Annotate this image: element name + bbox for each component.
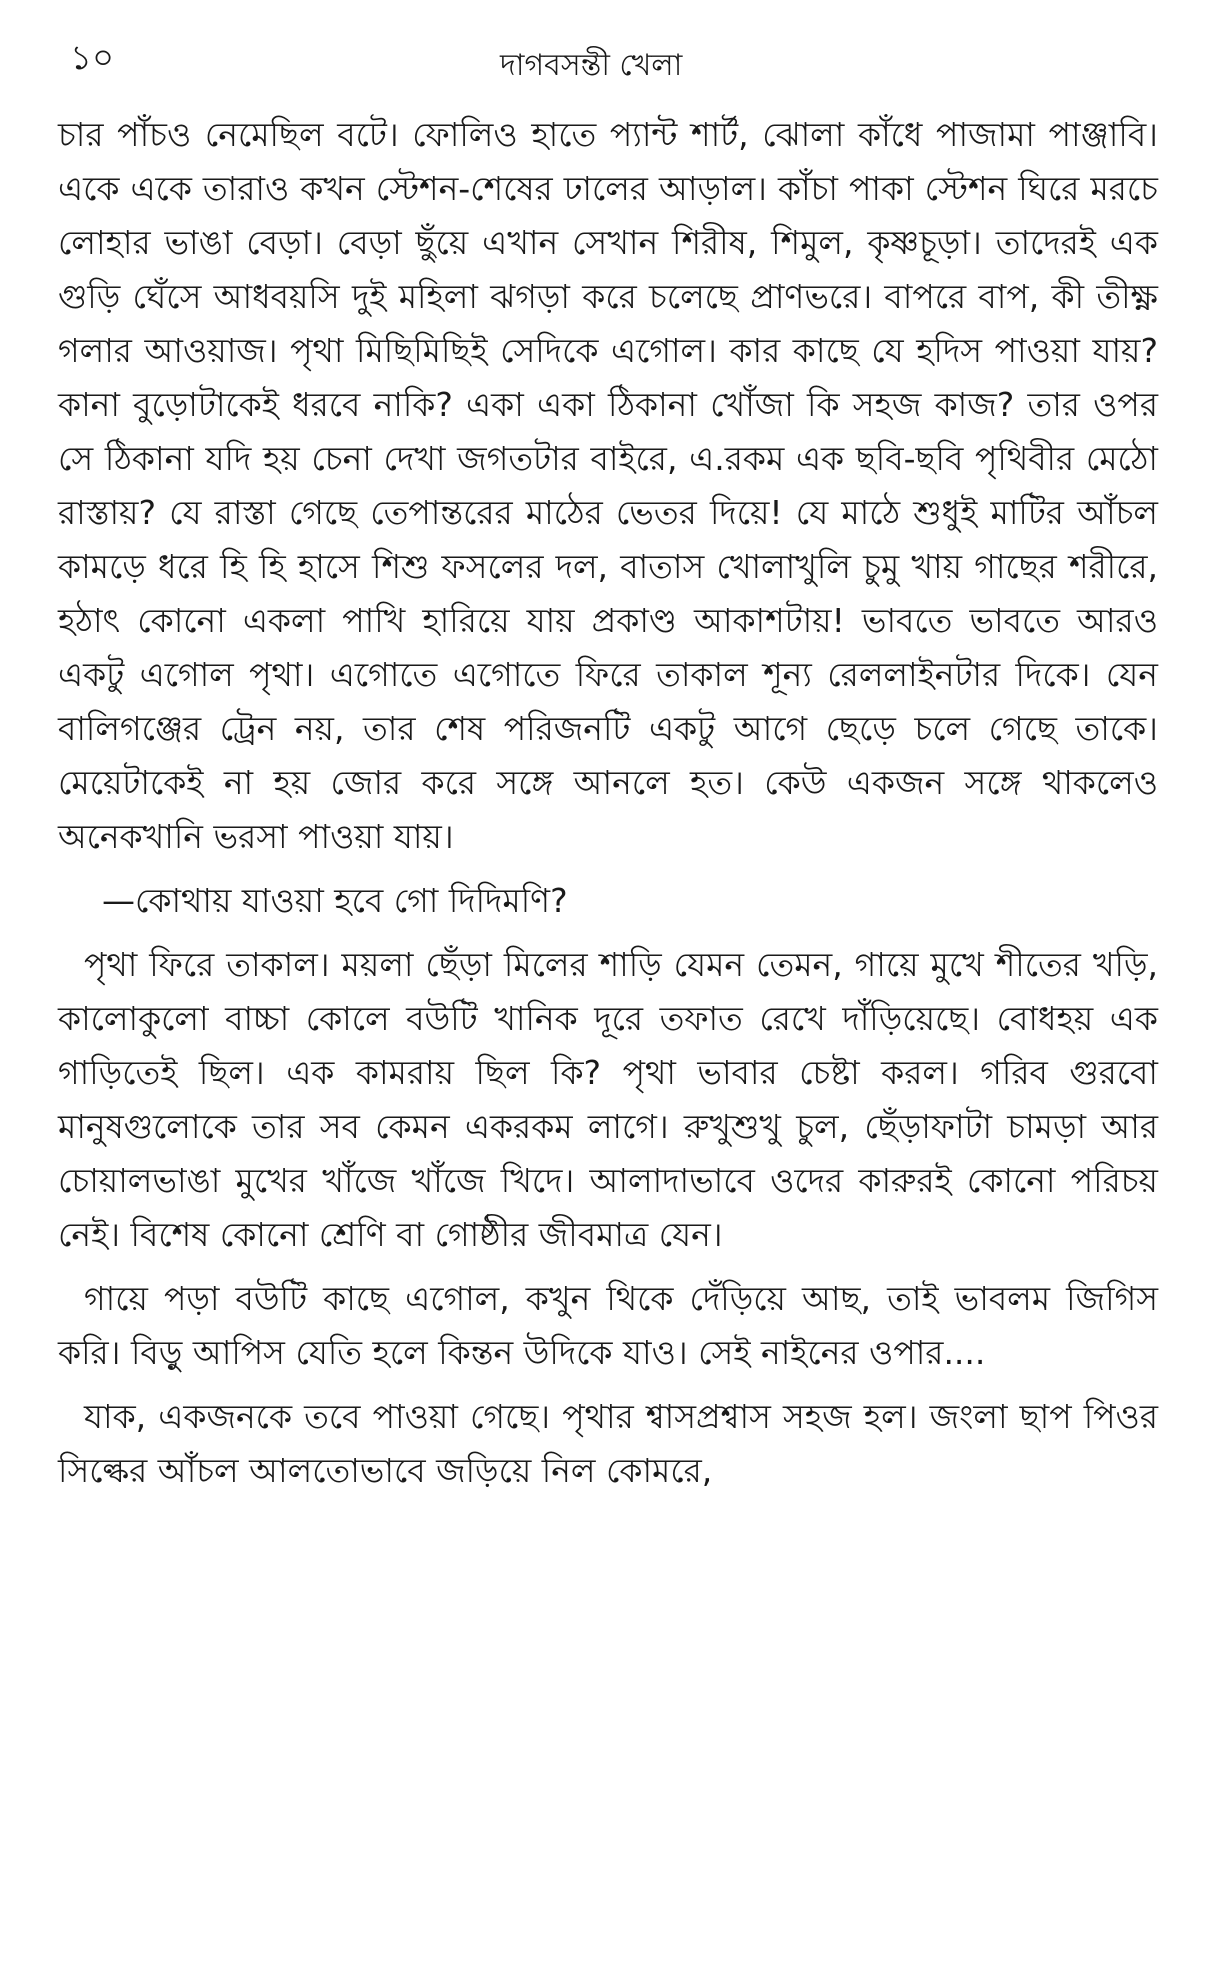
dialogue-paragraph: —কোথায় যাওয়া হবে গো দিদিমণি?: [102, 881, 568, 920]
page-header: [70, 38, 1150, 98]
running-title: দাগবসন্তী খেলা: [500, 48, 683, 83]
paragraph: যাক, একজনকে তবে পাওয়া গেছে। পৃথার শ্বাসপ্রশ্বাস সহজ হল। জংলা ছাপ পিওর সিল্কের আঁচল আলতোভাবে জড়িয়ে নিল কোমরে,: [58, 1397, 1158, 1490]
paragraph: গায়ে পড়া বউটি কাছে এগোল, কখুন থিকে দেঁড়িয়ে আছ, তাই ভাবলম জিগিস করি। বিড়ু আপিস যেতি হলে কিন্তন উদিকে যাও। সেই নাইনের ওপার....: [58, 1279, 1158, 1372]
page-number: ১০: [70, 38, 115, 78]
paragraph: চার পাঁচও নেমেছিল বটে। ফোলিও হাতে প্যান্ট শার্ট, ঝোলা কাঁধে পাজামা পাঞ্জাবি। একে একে তারাও কখন স্টেশন-শেষের ঢালের আড়াল। কাঁচা পাকা স্টেশন ঘিরে মরচে লোহার ভাঙা বেড়া। বেড়া ছুঁয়ে এখান সেখান শিরীষ, শিমুল, কৃষ্ণচূড়া। তাদেরই এক গুড়ি ঘেঁসে আধবয়সি দুই মহিলা ঝগড়া করে চলেছে প্রাণভরে। বাপরে বাপ, কী তীক্ষ্ণ গলার আওয়াজ। পৃথা মিছিমিছিই সেদিকে এগোল। কার কাছে যে হদিস পাওয়া যায়? কানা বুড়োটাকেই ধরবে নাকি? একা একা ঠিকানা খোঁজা কি সহজ কাজ? তার ওপর সে ঠিকানা যদি হয় চেনা দেখা জগতটার বাইরে, এ.রকম এক ছবি-ছবি পৃথিবীর মেঠো রাস্তায়? যে রাস্তা গেছে তেপান্তরের মাঠের ভেতর দিয়ে! যে মাঠে শুধুই মাটির আঁচল কামড়ে ধরে হি হি হাসে শিশু ফসলের দল, বাতাস খোলাখুলি চুমু খায় গাছের শরীরে, হঠাৎ কোনো একলা পাখি হারিয়ে যায় প্রকাণ্ড আকাশটায়! ভাবতে ভাবতে আরও একটু এগোল পৃথা। এগোতে এগোতে ফিরে তাকাল শূন্য রেললাইনটার দিকে। যেন বালিগঞ্জের ট্রেন নয়, তার শেষ পরিজনটি একটু আগে ছেড়ে চলে গেছে তাকে। মেয়েটাকেই না হয় জোর করে সঙ্গে আনলে হত। কেউ একজন সঙ্গে থাকলেও অনেকখানি ভরসা পাওয়া যায়।: [58, 115, 1158, 856]
paragraph: পৃথা ফিরে তাকাল। ময়লা ছেঁড়া মিলের শাড়ি যেমন তেমন, গায়ে মুখে শীতের খড়ি, কালোকুলো বাচ্চা কোলে বউটি খানিক দূরে তফাত রেখে দাঁড়িয়েছে। বোধহয় এক গাড়িতেই ছিল। এক কামরায় ছিল কি? পৃথা ভাবার চেষ্টা করল। গরিব গুরবো মানুষগুলোকে তার সব কেমন একরকম লাগে। রুখুশুখু চুল, ছেঁড়াফাটা চামড়া আর চোয়ালভাঙা মুখের খাঁজে খাঁজে খিদে। আলাদাভাবে ওদের কারুরই কোনো পরিচয় নেই। বিশেষ কোনো শ্রেণি বা গোষ্ঠীর জীবমাত্র যেন।: [58, 945, 1158, 1254]
body-text: [58, 108, 1158, 1508]
